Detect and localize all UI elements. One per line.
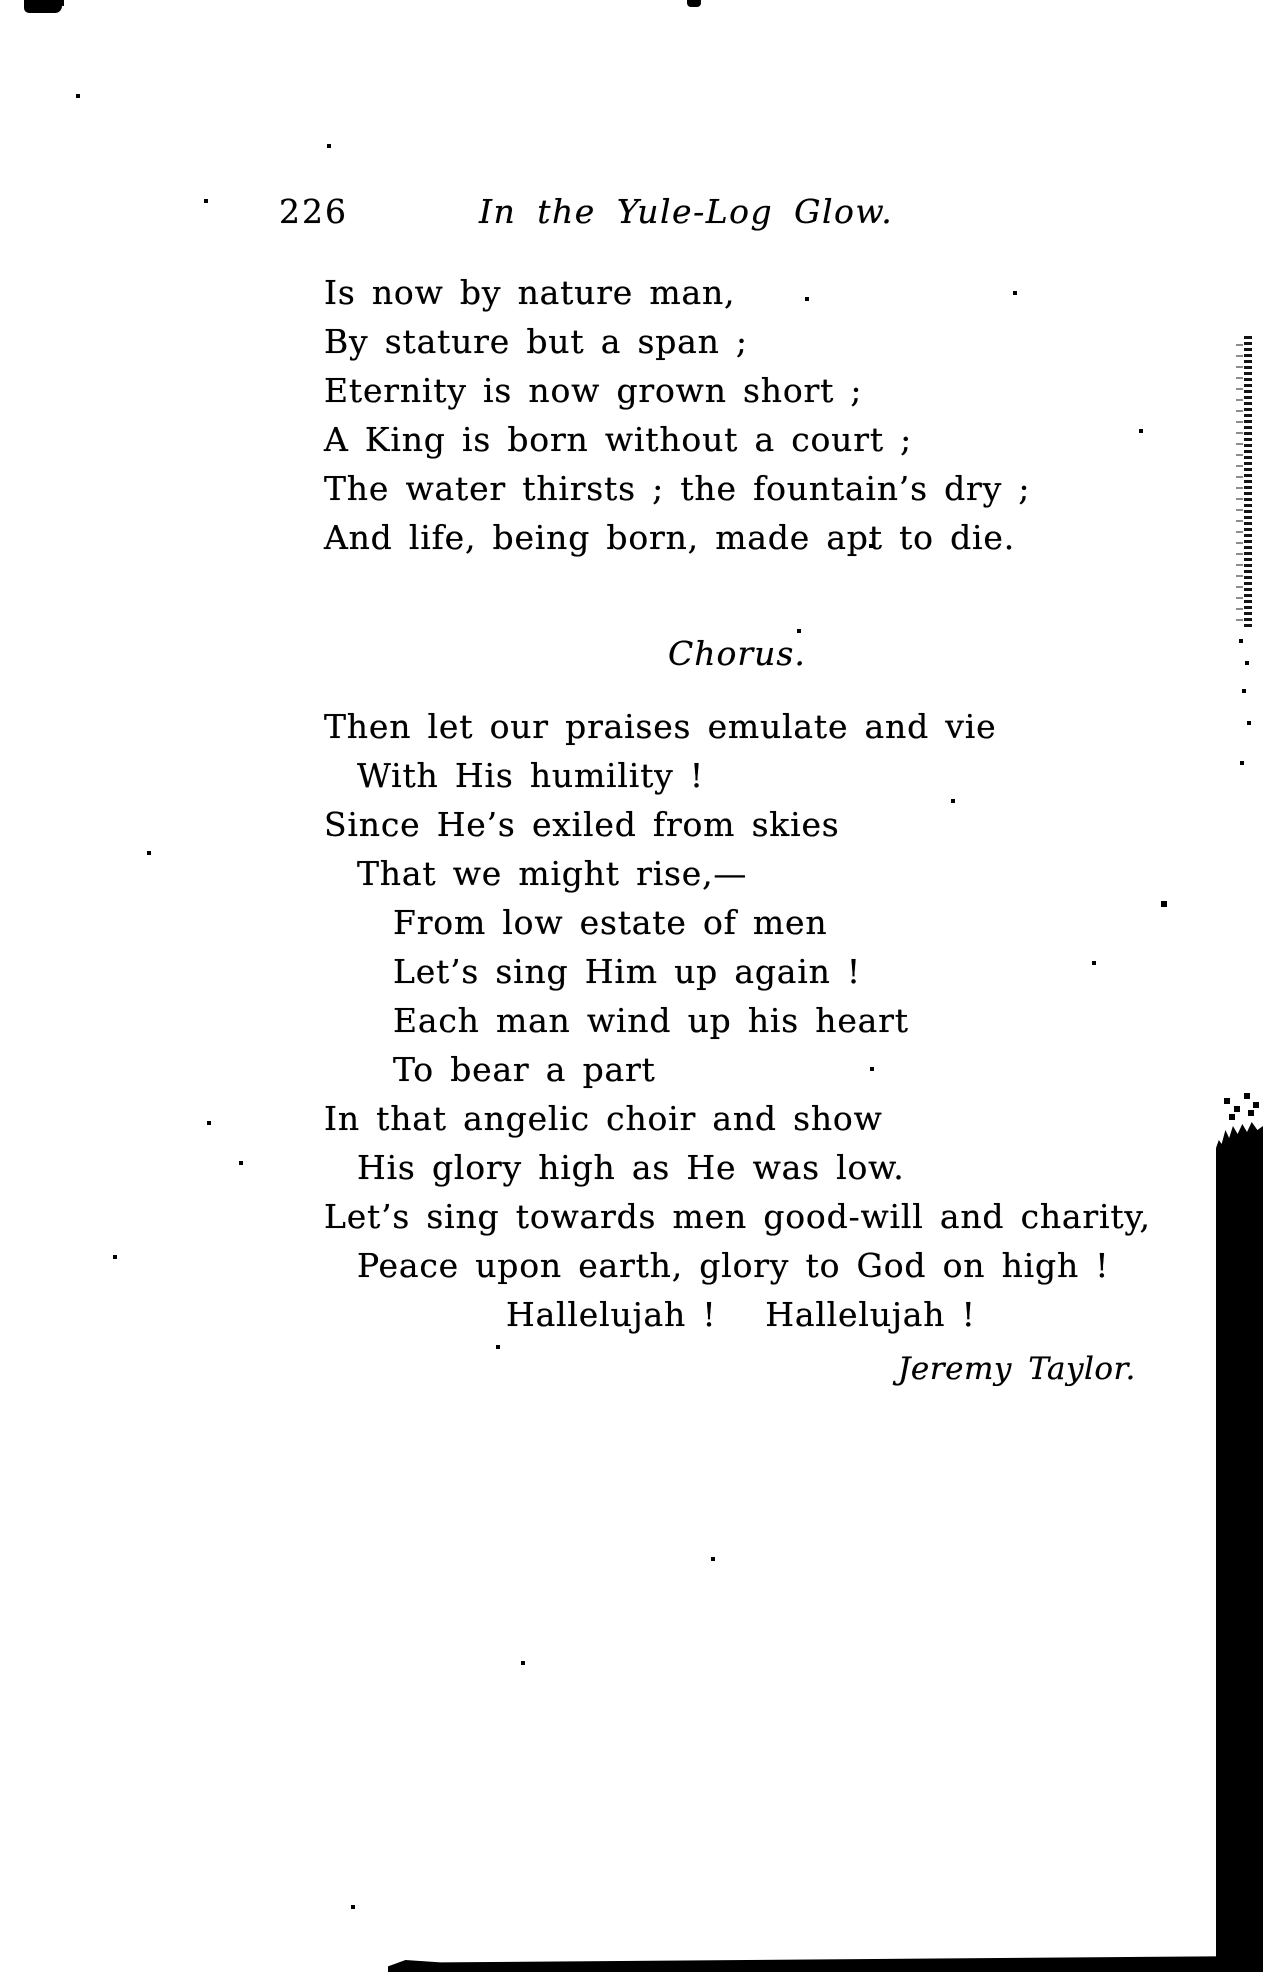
poem-line: Let’s sing towards men good-will and charity, [324, 1197, 1151, 1236]
poem-line-hallelujah: Hallelujah ! Hallelujah ! [506, 1295, 976, 1334]
poem-line: A King is born without a court ; [324, 420, 913, 459]
author-attribution: Jeremy Taylor. [898, 1351, 1136, 1387]
poem-line: Let’s sing Him up again ! [393, 952, 861, 991]
poem-line: By stature but a span ; [324, 322, 748, 361]
poem-line: From low estate of men [393, 903, 828, 942]
poem-line: The water thirsts ; the fountain’s dry ; [324, 469, 1031, 508]
scan-artifact-speck-dots [0, 0, 2, 2]
poem-line: And life, being born, made apt to die. [324, 518, 1015, 557]
poem-line: Eternity is now grown short ; [324, 371, 863, 410]
running-title: In the Yule-Log Glow. [479, 192, 894, 231]
page-header [0, 192, 1263, 232]
poem-line: Is now by nature man, [324, 273, 736, 312]
scan-artifact-top-middle [687, 0, 701, 7]
poem-line: With His humility ! [357, 756, 704, 795]
chorus-heading: Chorus. [668, 634, 806, 673]
poem-line: His glory high as He was low. [357, 1148, 905, 1187]
scan-artifact-speckle-fray [1236, 344, 1243, 621]
stanza-first [324, 268, 1030, 562]
poem-line: Peace upon earth, glory to God on high ! [357, 1246, 1110, 1285]
poem-line: Since He’s exiled from skies [324, 805, 840, 844]
poem-line: Then let our praises emulate and vie [324, 707, 997, 746]
poem-line: In that angelic choir and show [324, 1099, 883, 1138]
scan-artifact-binding-speckle [1236, 336, 1254, 628]
stanza-chorus [324, 702, 1151, 1339]
scan-artifact-top-left [52, 0, 64, 6]
scan-artifact-right-black-bar [1216, 1122, 1263, 1972]
scan-artifact-bottom-black-strip [388, 1956, 1263, 1972]
poem-line: To bear a part [393, 1050, 656, 1089]
page-number: 226 [279, 192, 348, 231]
poem-line: Each man wind up his heart [393, 1001, 909, 1040]
scan-artifact-speckle-dense [1244, 336, 1252, 628]
poem-line: That we might rise,— [357, 854, 748, 893]
